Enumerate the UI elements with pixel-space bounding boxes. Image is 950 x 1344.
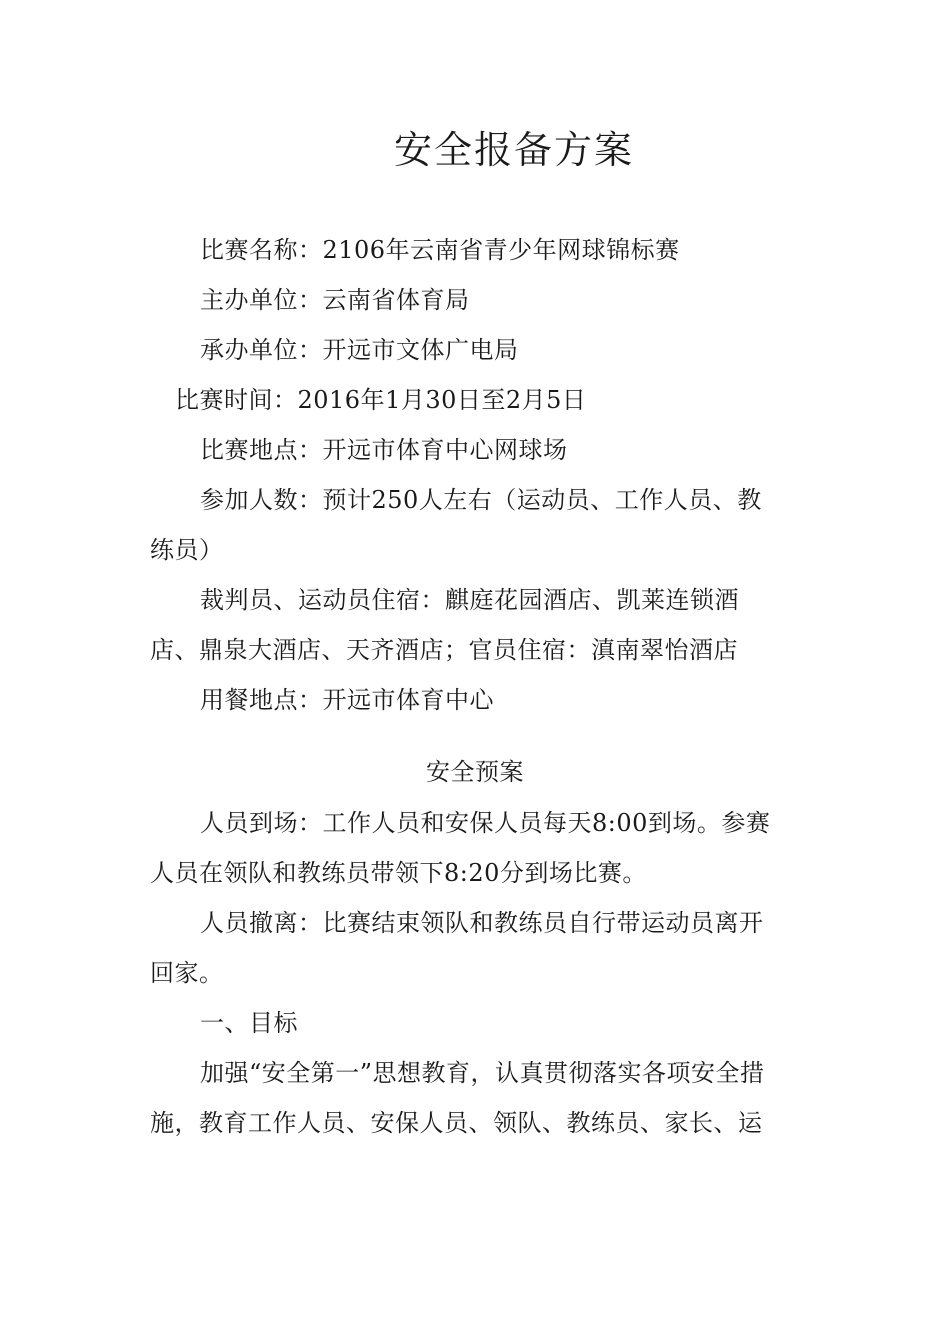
- info-host: 主办单位：云南省体育局: [200, 286, 470, 314]
- info-dining: 用餐地点：开远市体育中心: [200, 686, 494, 714]
- section-title: 安全预案: [426, 758, 524, 786]
- info-event-name: 比赛名称：2106年云南省青少年网球锦标赛: [200, 236, 680, 264]
- body-goal: 加强“安全第一”思想教育，认真贯彻落实各项安全措: [200, 1059, 765, 1087]
- info-organizer: 承办单位：开远市文体广电局: [200, 336, 519, 364]
- info-venue: 比赛地点：开远市体育中心网球场: [200, 436, 568, 464]
- body-evacuation: 人员撤离：比赛结束领队和教练员自行带运动员离开: [200, 909, 764, 937]
- heading-goal: 一、目标: [200, 1009, 298, 1037]
- body-arrival-cont: 人员在领队和教练员带领下8:20分到场比赛。: [150, 859, 647, 887]
- info-lodging-cont: 店、鼎泉大酒店、天齐酒店；官员住宿：滇南翠怡酒店: [150, 636, 738, 664]
- info-participants: 参加人数：预计250人左右（运动员、工作人员、教: [200, 486, 762, 514]
- document-title: 安全报备方案: [393, 128, 634, 172]
- info-participants-cont: 练员）: [150, 536, 224, 564]
- info-event-time: 比赛时间：2016年1月30日至2月5日: [175, 386, 587, 414]
- body-evacuation-cont: 回家。: [150, 959, 224, 987]
- info-lodging: 裁判员、运动员住宿：麒庭花园酒店、凯莱连锁酒: [200, 586, 739, 614]
- body-goal-cont: 施，教育工作人员、安保人员、领队、教练员、家长、运: [150, 1109, 763, 1137]
- body-arrival: 人员到场：工作人员和安保人员每天8:00到场。参赛: [200, 809, 771, 837]
